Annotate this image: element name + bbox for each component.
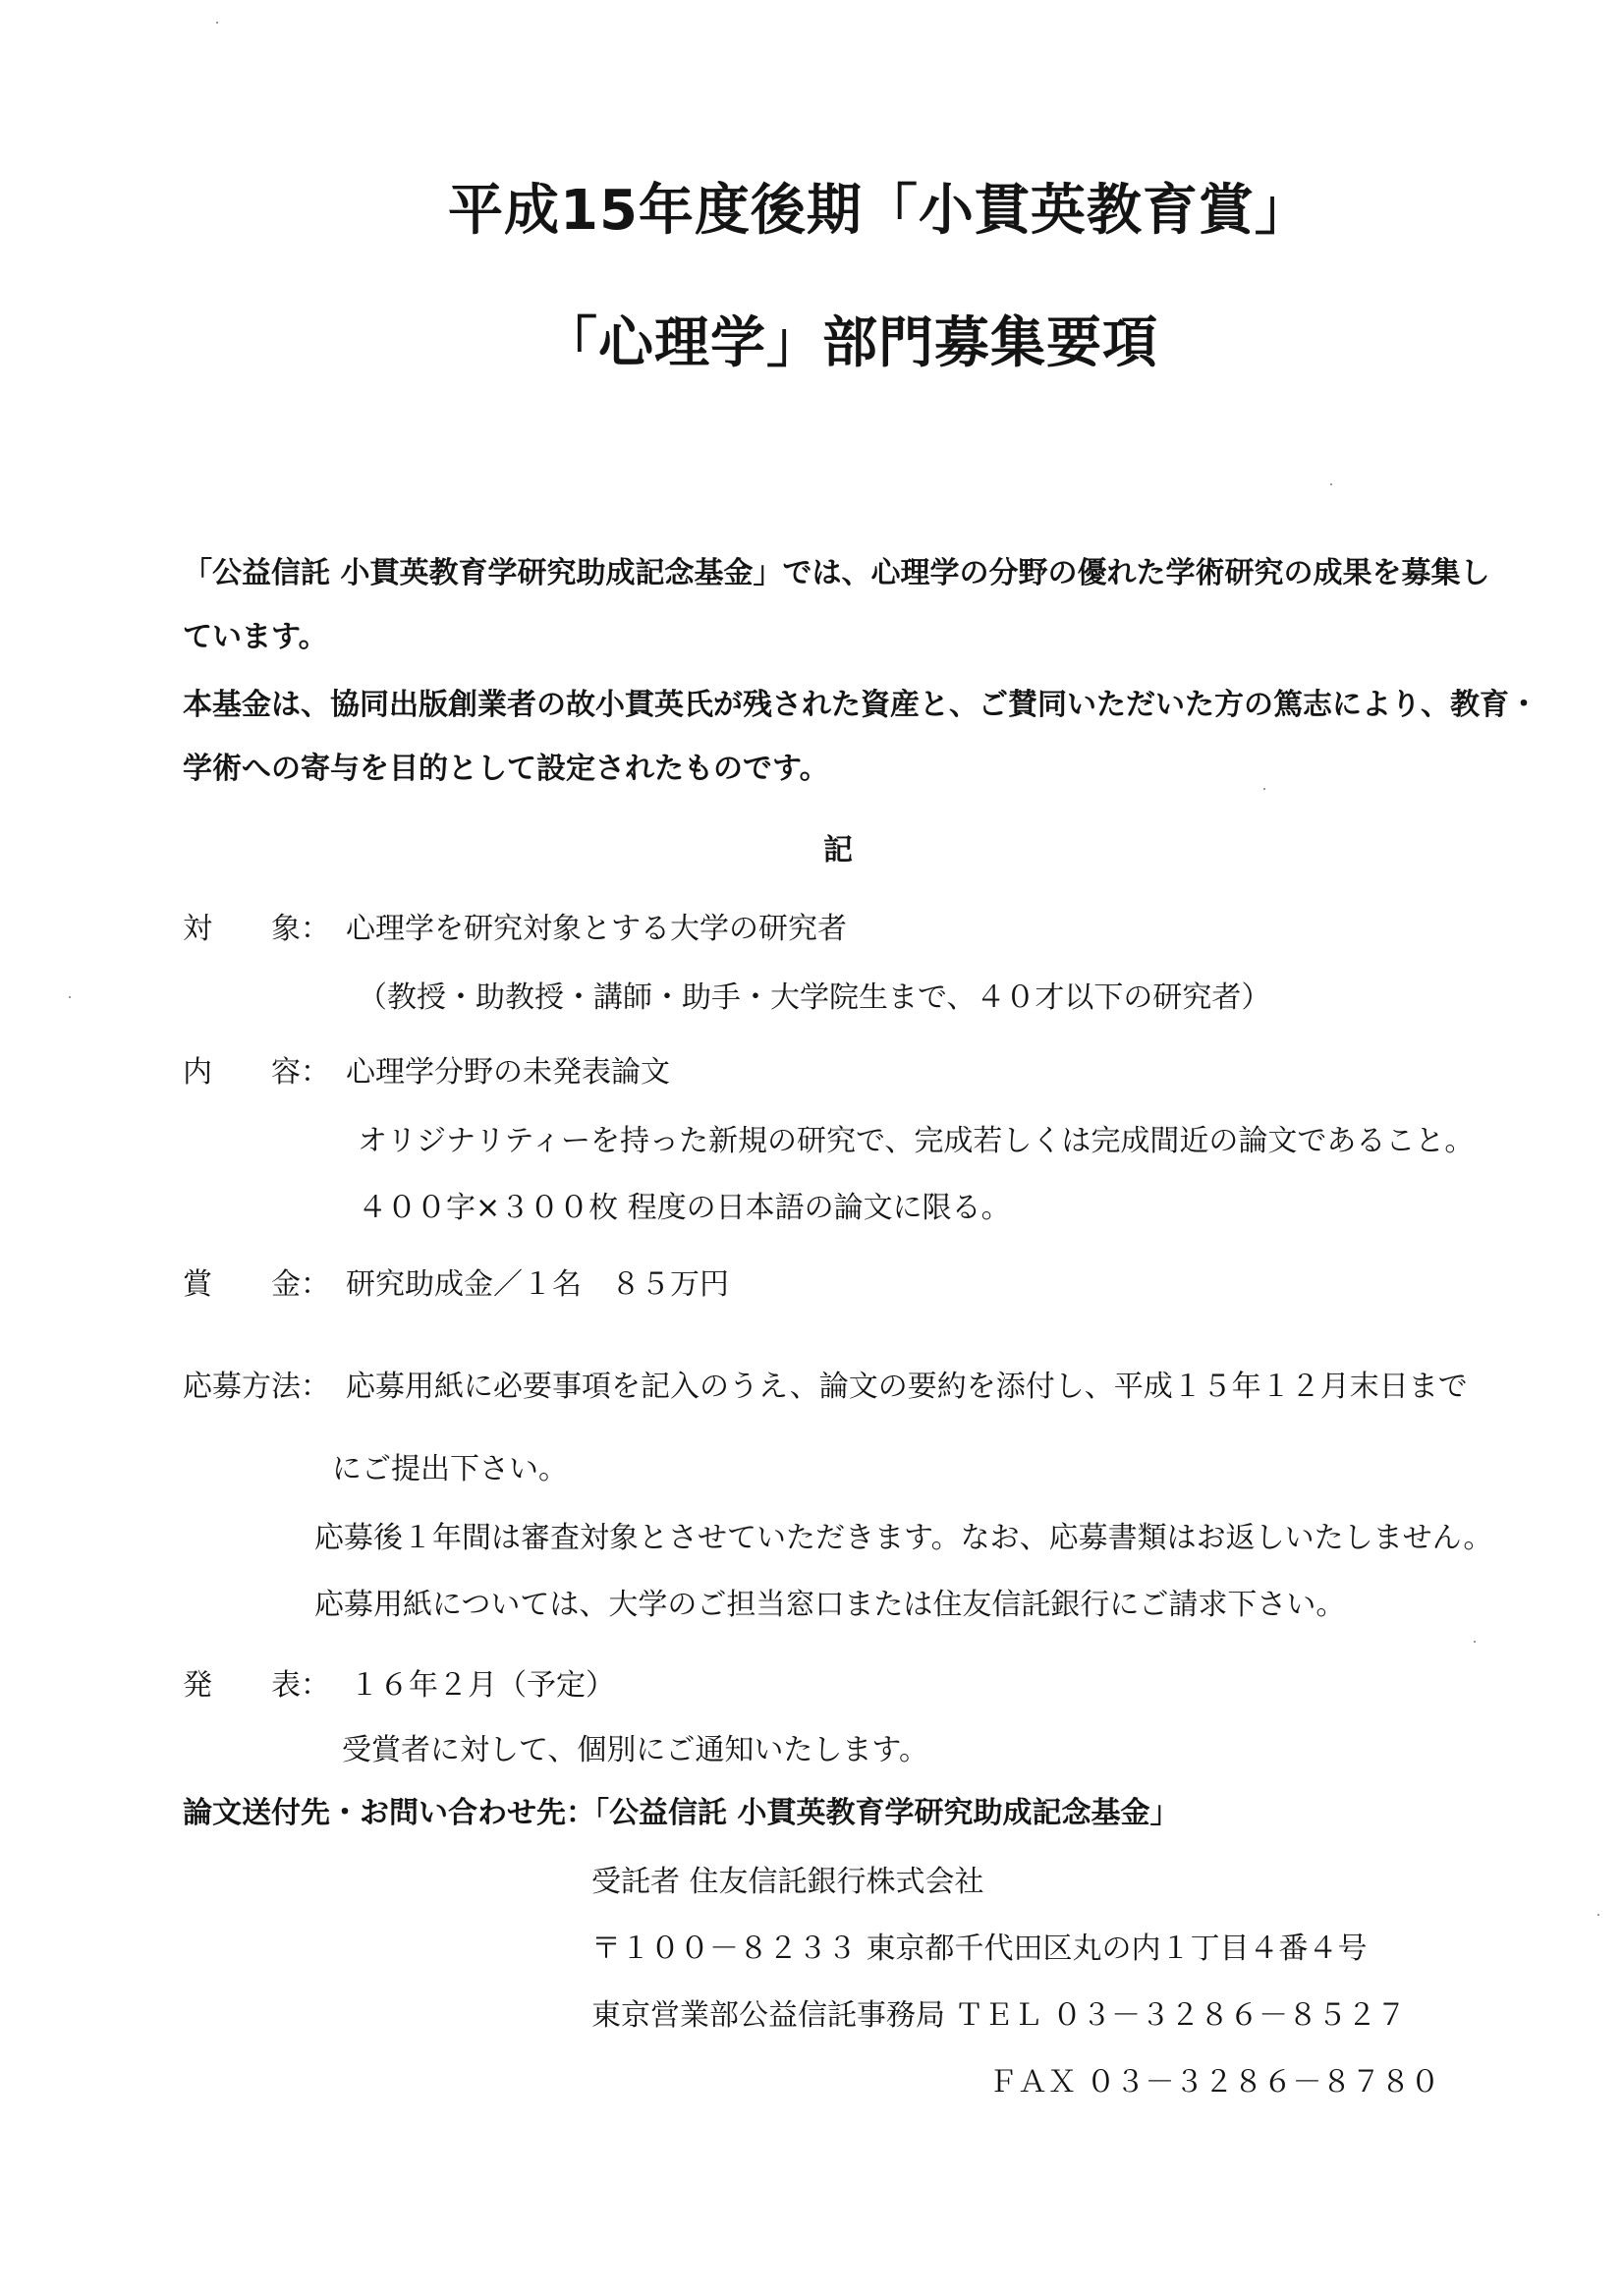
target-label: 対 象： xyxy=(183,912,330,946)
apply-line-4: 応募用紙については、大学のご担当窓口または住友信託銀行にご請求下さい。 xyxy=(314,1588,1346,1622)
scan-speck xyxy=(1597,1914,1599,1916)
content-line-2: オリジナリティーを持った新規の研究で、完成若しくは完成間近の論文であること。 xyxy=(358,1124,1475,1158)
prize-label: 賞 金： xyxy=(183,1267,330,1302)
contact-trustee: 受託者 住友信託銀行株式会社 xyxy=(591,1865,984,1899)
contact-tel: 東京営業部公益信託事務局 ＴＥＬ ０３－３２８６－８５２７ xyxy=(591,1998,1407,2033)
intro-line-4: 学術への寄与を目的として設定されたものです。 xyxy=(183,752,829,786)
contact-address: 〒１００－８２３３ 東京都千代田区丸の内１丁目４番４号 xyxy=(591,1932,1368,1966)
contact-fax: ＦＡＸ ０３－３２８６－８７８０ xyxy=(988,2065,1440,2100)
scan-speck xyxy=(1263,788,1265,790)
content-line-3: ４００字×３００枚 程度の日本語の論文に限る。 xyxy=(358,1191,1011,1225)
content-line-1: 心理学分野の未発表論文 xyxy=(346,1055,670,1090)
title-line-1: 平成15年度後期「小貫英教育賞」 xyxy=(448,179,1311,243)
announce-label: 発 表： xyxy=(183,1668,330,1703)
announce-line-2: 受賞者に対して、個別にご通知いたします。 xyxy=(342,1733,928,1767)
prize-line-1: 研究助成金／１名 ８５万円 xyxy=(346,1267,729,1302)
scan-speck xyxy=(1330,483,1332,485)
content-label: 内 容： xyxy=(183,1055,330,1090)
scan-speck xyxy=(216,22,218,24)
intro-line-1: 「公益信託 小貫英教育学研究助成記念基金」では、心理学の分野の優れた学術研究の成果を募集し xyxy=(183,556,1490,590)
scan-speck xyxy=(1474,1641,1476,1643)
apply-line-2: にご提出下さい。 xyxy=(332,1452,568,1486)
scan-speck xyxy=(69,996,71,998)
contact-label: 論文送付先・お問い合わせ先： xyxy=(183,1796,595,1830)
apply-label: 応募方法： xyxy=(183,1370,330,1404)
apply-line-3: 応募後１年間は審査対象とさせていただきます。なお、応募書類はお返しいたしません。 xyxy=(314,1521,1493,1555)
ki-heading: 記 xyxy=(823,833,853,868)
intro-line-2: ています。 xyxy=(183,620,328,654)
title-line-2: 「心理学」部門募集要項 xyxy=(542,311,1158,375)
intro-line-3: 本基金は、協同出版創業者の故小貫英氏が残された資産と、ご賛同いただいた方の篤志により、教育・ xyxy=(183,688,1539,722)
contact-org: 「公益信託 小貫英教育学研究助成記念基金」 xyxy=(580,1796,1180,1830)
announce-line-1: １６年２月（予定） xyxy=(350,1668,615,1703)
target-line-2: （教授・助教授・講師・助手・大学院生まで、４０才以下の研究者） xyxy=(358,980,1271,1015)
target-line-1: 心理学を研究対象とする大学の研究者 xyxy=(346,912,847,946)
apply-line-1: 応募用紙に必要事項を記入のうえ、論文の要約を添付し、平成１５年１２月末日まで xyxy=(346,1370,1468,1404)
